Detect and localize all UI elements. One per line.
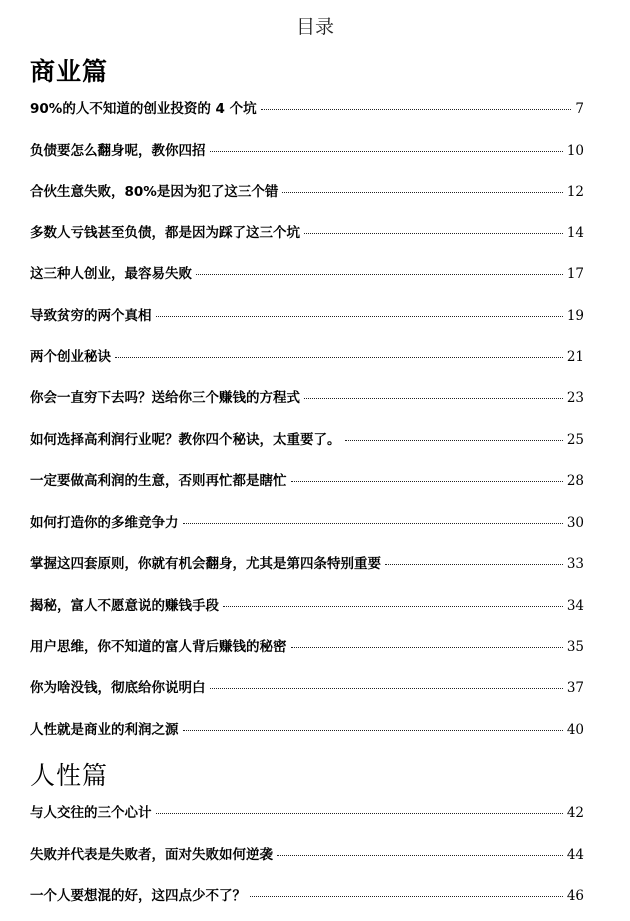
toc-entry-title: 用户思维，你不知道的富人背后赚钱的秘密 (30, 639, 287, 655)
toc-entry-title: 人性就是商业的利润之源 (30, 722, 179, 738)
toc-entry-page: 35 (566, 639, 584, 655)
dot-leader (196, 274, 563, 275)
toc-entry[interactable] (30, 718, 584, 740)
toc-entry-page: 44 (566, 847, 584, 863)
toc-entry-page: 42 (566, 805, 584, 821)
toc-entry-title: 揭秘，富人不愿意说的赚钱手段 (30, 598, 219, 614)
dot-leader (183, 730, 563, 731)
toc-entry[interactable] (30, 843, 584, 865)
toc-entry-title: 90%的人不知道的创业投资的 4 个坑 (30, 101, 257, 117)
toc-entry-page: 19 (566, 308, 584, 324)
toc-entry-page: 14 (566, 225, 584, 241)
toc-entry[interactable] (30, 262, 584, 284)
toc-entry[interactable] (30, 552, 584, 574)
toc-entry[interactable] (30, 884, 584, 906)
toc-entry-page: 21 (566, 349, 584, 365)
toc-entry-page: 33 (566, 556, 584, 572)
toc-entry-title: 这三种人创业，最容易失败 (30, 266, 192, 282)
toc-entry-page: 17 (566, 266, 584, 282)
toc-entry-title: 你会一直穷下去吗？送给你三个赚钱的方程式 (30, 390, 300, 406)
toc-entry-page: 10 (566, 143, 584, 159)
dot-leader (345, 440, 563, 441)
toc-entry-page: 23 (566, 390, 584, 406)
toc-entry-page: 30 (566, 515, 584, 531)
section-heading-human-nature: 人性篇 (30, 761, 109, 790)
toc-entry[interactable] (30, 801, 584, 823)
toc-entry[interactable] (30, 676, 584, 698)
toc-entry-title: 导致贫穷的两个真相 (30, 308, 152, 324)
toc-entry-page: 28 (566, 473, 584, 489)
dot-leader (250, 896, 563, 897)
toc-entry[interactable] (30, 428, 584, 450)
toc-entry[interactable] (30, 304, 584, 326)
toc-entry-title: 与人交往的三个心计 (30, 805, 152, 821)
toc-entry-page: 40 (566, 722, 584, 738)
toc-entry-title: 掌握这四套原则，你就有机会翻身，尤其是第四条特别重要 (30, 556, 381, 572)
toc-entry[interactable] (30, 594, 584, 616)
toc-entry-title: 如何选择高利润行业呢？教你四个秘诀，太重要了。 (30, 432, 341, 448)
toc-entry-page: 46 (566, 888, 584, 904)
section-heading-business: 商业篇 (30, 57, 109, 86)
dot-leader (282, 192, 563, 193)
toc-entry-title: 负债要怎么翻身呢，教你四招 (30, 143, 206, 159)
toc-entry[interactable] (30, 180, 584, 202)
toc-entry[interactable] (30, 345, 584, 367)
dot-leader (291, 481, 563, 482)
toc-entry-page: 12 (566, 184, 584, 200)
toc-entry[interactable] (30, 635, 584, 657)
dot-leader (385, 564, 563, 565)
toc-entry-page: 25 (566, 432, 584, 448)
dot-leader (183, 523, 563, 524)
toc-entry[interactable] (30, 139, 584, 161)
dot-leader (210, 151, 563, 152)
dot-leader (156, 813, 563, 814)
dot-leader (223, 606, 563, 607)
dot-leader (156, 316, 563, 317)
toc-entry-title: 如何打造你的多维竞争力 (30, 515, 179, 531)
toc-entry[interactable] (30, 97, 584, 119)
toc-entry-title: 合伙生意失败，80%是因为犯了这三个错 (30, 184, 279, 200)
dot-leader (115, 357, 563, 358)
toc-entry-title: 两个创业秘诀 (30, 349, 111, 365)
toc-entry-title: 你为啥没钱，彻底给你说明白 (30, 680, 206, 696)
toc-entry-title: 多数人亏钱甚至负债，都是因为踩了这三个坑 (30, 225, 300, 241)
toc-entry-page: 34 (566, 598, 584, 614)
toc-title: 目录 (295, 16, 334, 38)
toc-entry[interactable] (30, 469, 584, 491)
dot-leader (291, 647, 563, 648)
dot-leader (261, 109, 572, 110)
toc-entry-title: 一定要做高利润的生意，否则再忙都是瞎忙 (30, 473, 287, 489)
toc-entry-page: 37 (566, 680, 584, 696)
dot-leader (277, 855, 563, 856)
toc-entry[interactable] (30, 221, 584, 243)
toc-entry-page: 7 (575, 101, 584, 117)
dot-leader (210, 688, 563, 689)
toc-entry-title: 一个人要想混的好，这四点少不了？ (30, 888, 246, 904)
dot-leader (304, 233, 563, 234)
toc-entry[interactable] (30, 386, 584, 408)
toc-entry[interactable] (30, 511, 584, 533)
dot-leader (304, 398, 563, 399)
toc-entry-title: 失败并代表是失败者，面对失败如何逆袭 (30, 847, 273, 863)
